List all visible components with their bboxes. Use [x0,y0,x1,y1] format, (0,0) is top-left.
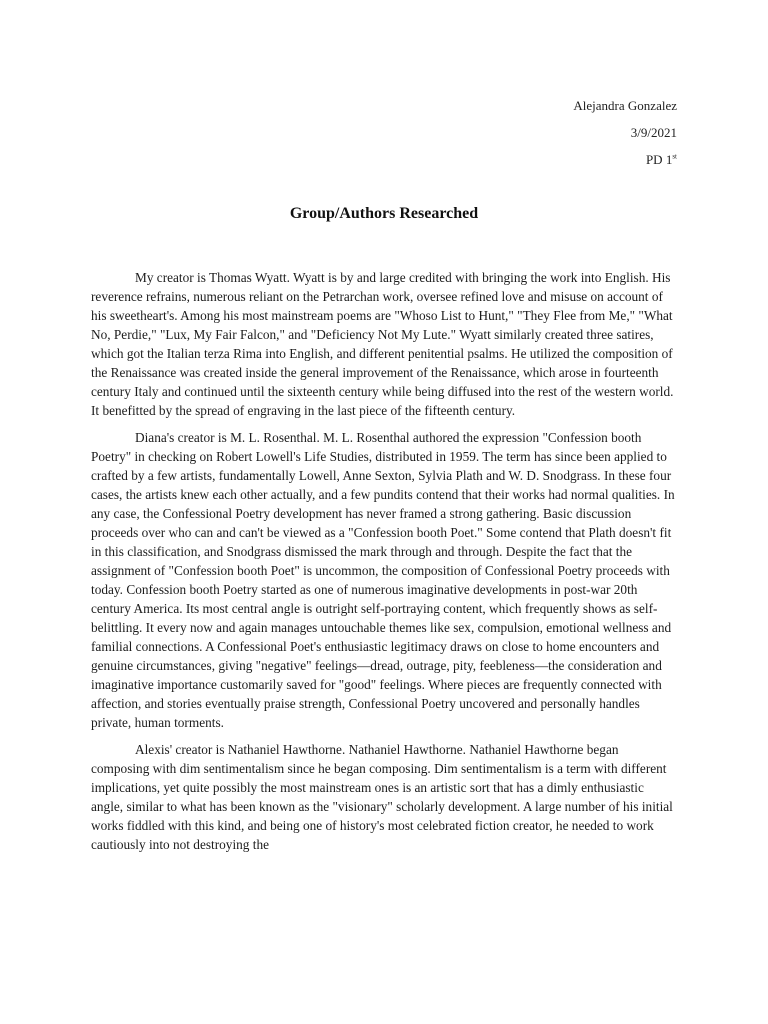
document-header [573,92,677,173]
class-period-label: PD 1 [645,152,673,167]
paragraph-wyatt: My creator is Thomas Wyatt. Wyatt is by and large credited with bringing the work into English. His reverence refrains, numerous reliant on the Petrarchan work, oversee refined love and misuse on account of his sweetheart's. Among his most mainstream poems are "Whoso List to Hunt," "They Flee from Me," "What No, Perdie," "Lux, My Fair Falcon," and "Deficiency Not My Lute." Wyatt similarly created three satires, which got the Italian terza Rima into English, and different penitential psalms. He utilized the composition of the Renaissance was created inside the general improvement of the Renaissance, which arose in fourteenth century Italy and continued until the sixteenth century while being diffused into the rest of the western world. It benefitted by the spread of engraving in the last piece of the fifteenth century. [91,270,674,418]
paragraph-hawthorne: Alexis' creator is Nathaniel Hawthorne. Nathaniel Hawthorne. Nathaniel Hawthorne began composing with dim sentimentalism since he began composing. Dim sentimentalism is a term with different implications, yet quite possibly the most mainstream ones is an artistic sort that has a dimly enthusiastic angle, similar to what has been known as the "visionary" scholarly development. A large number of his initial works fiddled with this kind, and being one of history's most celebrated fiction creator, he needed to work cautiously into not destroying the [91,742,673,852]
paragraph-rosenthal: Diana's creator is M. L. Rosenthal. M. L. Rosenthal authored the expression "Confession booth Poetry" in checking on Robert Lowell's Life Studies, distributed in 1959. The term has since been applied to crafted by a few artists, fundamentally Lowell, Anne Sexton, Sylvia Plath and W. D. Snodgrass. In these four cases, the artists knew each other actually, and a few pundits contend that their works had normal qualities. In any case, the Confessional Poetry development has never framed a strong gathering. Basic discussion proceeds over who can and can't be viewed as a "Confession booth Poet." Some contend that Plath doesn't fit in this classification, and Snodgrass dismissed the mark through and through. Despite the fact that the assignment of "Confession booth Poet" is uncommon, the composition of Confessional Poetry proceeds with today. Confession booth Poetry started as one of numerous imaginative developments in post-war 20th century America. Its most central angle is outright self-portraying content, which frequently shows as self-belittling. It every now and again manages untouchable themes like sex, compulsion, emotional wellness and familial connections. A Confessional Poet's enthusiastic legitimacy draws on close to home encounters and genuine circumstances, giving "negative" feelings—dread, outrage, pity, feebleness—the consideration and imaginative importance customarily saved for "good" feelings. Where pieces are frequently connected with affection, and stories eventually praise strength, Confessional Poetry uncovered and personally handles private, human torments. [91,430,675,730]
document-title: Group/Authors Researched [289,205,479,222]
class-period-suffix: st [672,152,677,161]
document-date: 3/9/2021 [630,125,677,140]
class-period [573,146,677,173]
document-body [91,268,677,862]
author-name: Alejandra Gonzalez [573,98,677,113]
